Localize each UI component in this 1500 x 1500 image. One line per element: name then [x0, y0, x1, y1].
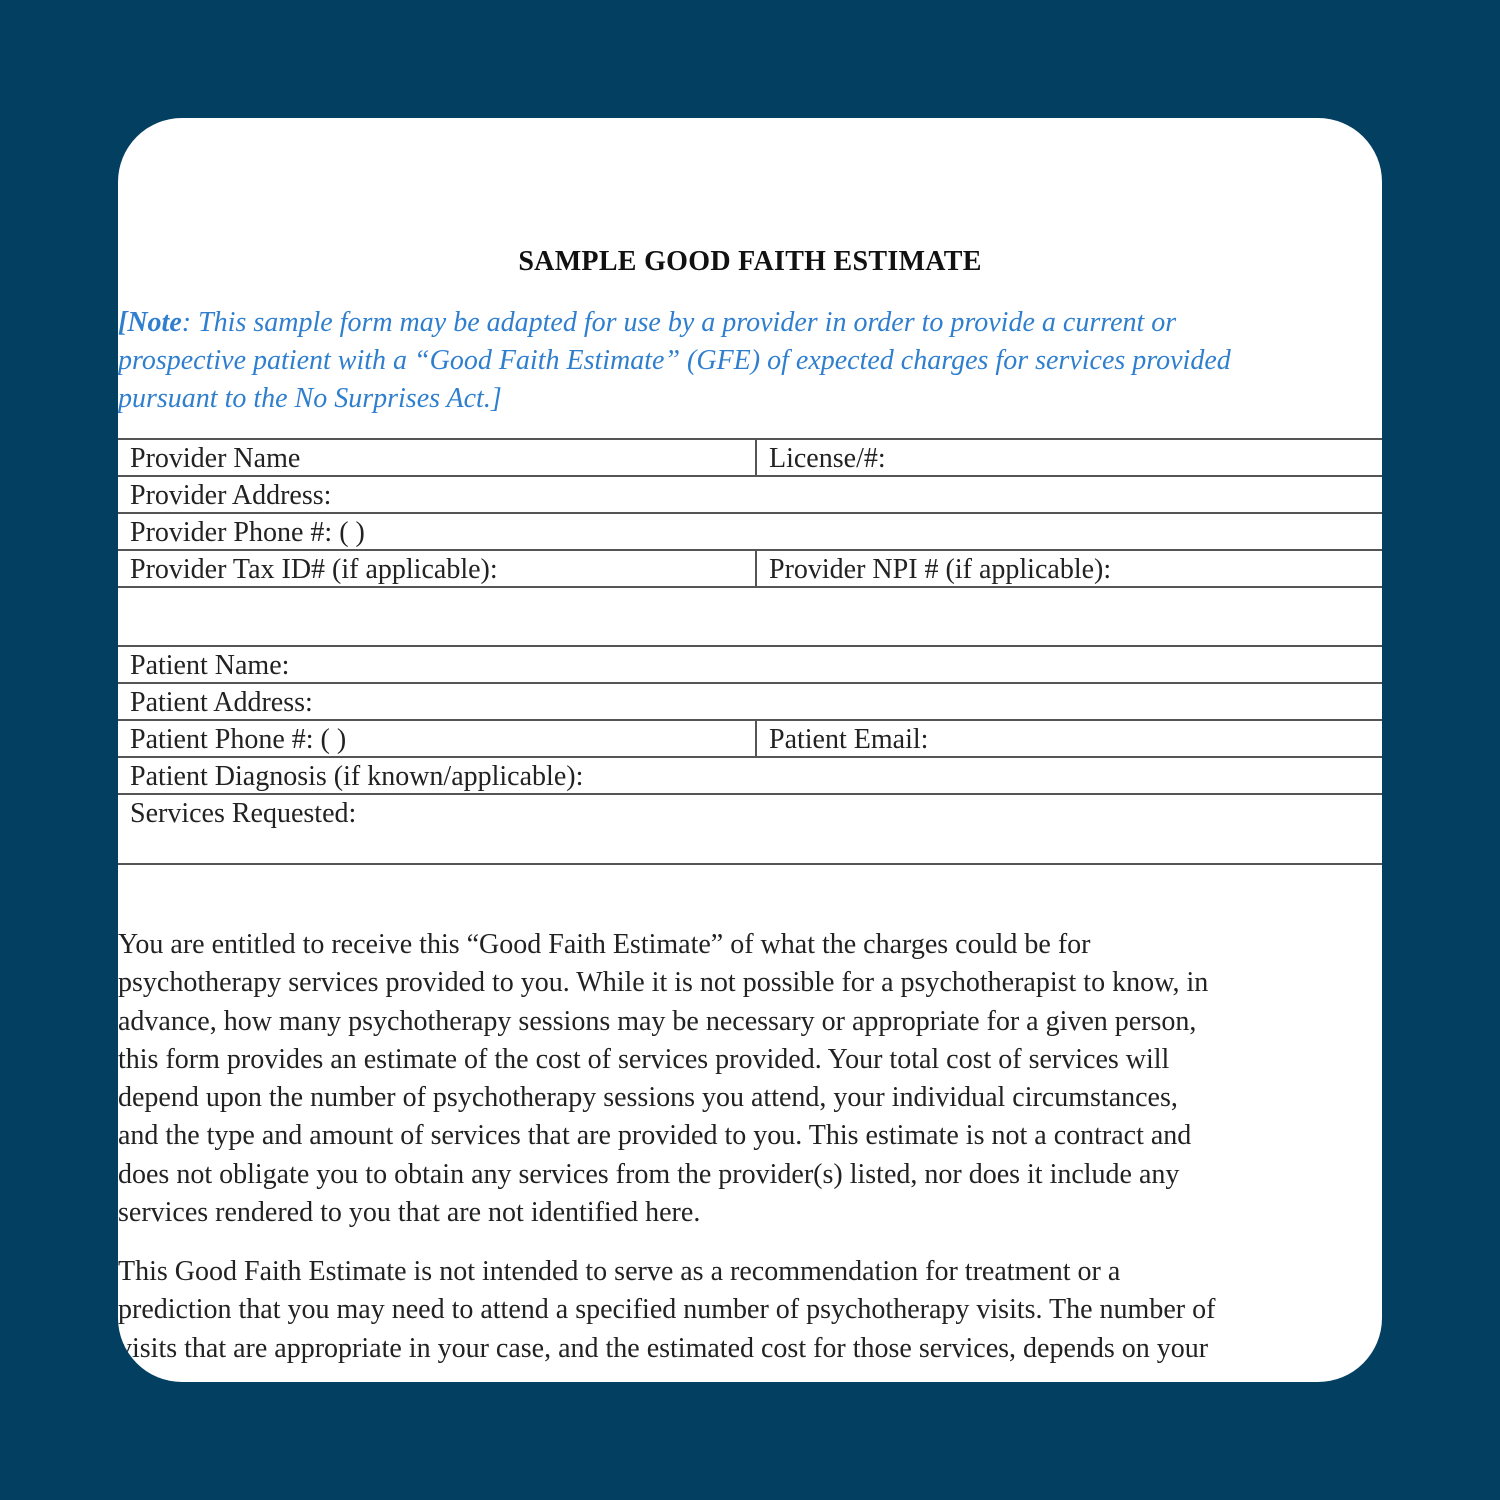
patient-name-row — [118, 647, 1382, 684]
paragraph-line: prediction that you may need to attend a specified number of psychotherapy visits. The number of — [118, 1294, 1216, 1326]
estimate-form-table — [118, 438, 1382, 865]
patient-contact-row — [118, 721, 1382, 758]
license-field[interactable]: License/#: — [755, 440, 1382, 475]
provider-address-row — [118, 477, 1382, 514]
provider-ids-row — [118, 551, 1382, 588]
patient-name-field[interactable]: Patient Name: — [130, 650, 290, 681]
entitlement-paragraph — [118, 926, 1382, 1232]
patient-email-field[interactable]: Patient Email: — [755, 721, 1382, 756]
note-line-1 — [118, 307, 1176, 338]
provider-name-field[interactable]: Provider Name — [130, 443, 301, 474]
note-line-1-text: : This sample form may be adapted for use by a provider in order to provide a current or — [181, 307, 1177, 338]
patient-address-field[interactable]: Patient Address: — [130, 687, 313, 718]
patient-diagnosis-row — [118, 758, 1382, 795]
paragraph-line: visits that are appropriate in your case, and the estimated cost for those services, depends on your — [118, 1332, 1209, 1364]
paragraph-line: You are entitled to receive this “Good Faith Estimate” of what the charges could be for — [118, 929, 1091, 960]
provider-npi-field[interactable]: Provider NPI # (if applicable): — [755, 551, 1382, 586]
services-requested-row — [118, 795, 1382, 865]
patient-diagnosis-field[interactable]: Patient Diagnosis (if known/applicable): — [130, 761, 584, 792]
document-title: SAMPLE GOOD FAITH ESTIMATE — [518, 246, 982, 277]
paragraph-line: this form provides an estimate of the cost of services provided. Your total cost of services will — [118, 1043, 1170, 1075]
note-line-2: prospective patient with a “Good Faith Estimate” (GFE) of expected charges for services provided — [118, 345, 1231, 376]
paragraph-line: psychotherapy services provided to you. While it is not possible for a psychotherapist to know, in — [118, 967, 1209, 999]
provider-phone-row — [118, 514, 1382, 551]
provider-tax-id-field[interactable]: Provider Tax ID# (if applicable): — [130, 554, 498, 585]
provider-name-row — [118, 440, 1382, 477]
services-requested-field[interactable]: Services Requested: — [130, 798, 357, 829]
note-line-3: pursuant to the No Surprises Act.] — [118, 383, 502, 414]
paragraph-line: depend upon the number of psychotherapy sessions you attend, your individual circumstances, — [118, 1082, 1178, 1114]
paragraph-line: advance, how many psychotherapy sessions may be necessary or appropriate for a given person, — [118, 1005, 1197, 1037]
disclaimer-paragraph — [118, 1253, 1382, 1368]
provider-phone-field[interactable]: Provider Phone #: ( ) — [130, 517, 365, 548]
patient-phone-field[interactable]: Patient Phone #: ( ) — [130, 724, 347, 755]
paragraph-line: does not obligate you to obtain any services from the provider(s) listed, nor does it include any — [118, 1158, 1180, 1190]
paragraph-line: and the type and amount of services that are provided to you. This estimate is not a contract and — [118, 1120, 1192, 1152]
note-lead: [Note — [118, 307, 182, 338]
spacer-row — [118, 588, 1382, 647]
provider-address-field[interactable]: Provider Address: — [130, 480, 332, 511]
paragraph-line: This Good Faith Estimate is not intended to serve as a recommendation for treatment or a — [118, 1256, 1121, 1287]
patient-address-row — [118, 684, 1382, 721]
paragraph-line: services rendered to you that are not identified here. — [118, 1197, 701, 1229]
document-card — [118, 118, 1382, 1382]
note-block — [118, 304, 1358, 418]
